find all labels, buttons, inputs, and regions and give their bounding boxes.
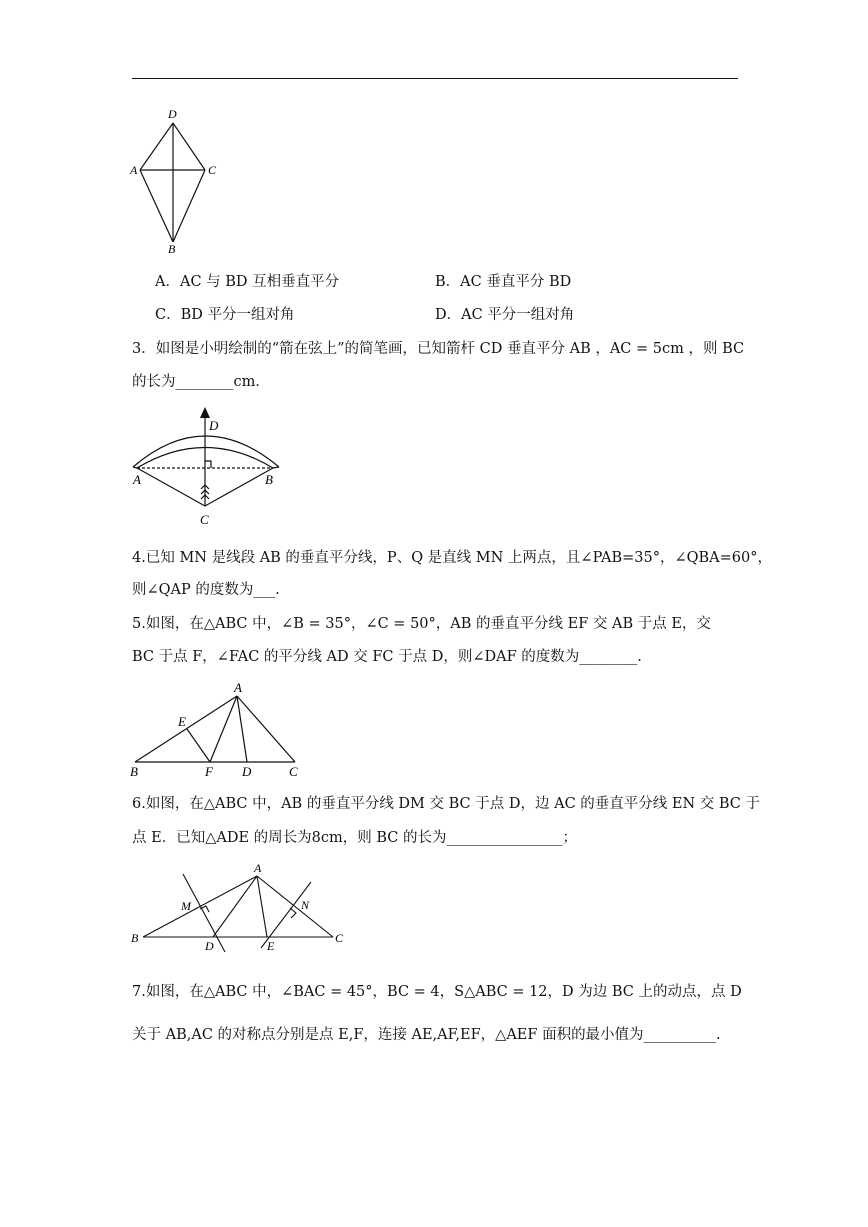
option-a: A．AC 与 BD 互相垂直平分 [155,274,340,290]
q6-line1: 6.如图，在△ABC 中，AB 的垂直平分线 DM 交 BC 于点 D，边 AC 的垂直平分线 EN 交 BC 于 [132,796,760,812]
label-d: D [205,939,214,952]
label-c: C [335,931,344,945]
label-b: B [168,242,176,255]
q5-line1: 5.如图，在△ABC 中，∠B = 35°，∠C = 50°，AB 的垂直平分线 EF 交 AB 于点 E，交 [132,616,711,632]
label-b: B [130,764,138,779]
q7-line2: 关于 AB,AC 的对称点分别是点 E,F，连接 AE,AF,EF，△AEF 面积的最小值为__________. [132,1027,721,1043]
label-e: E [267,939,275,952]
option-d: D．AC 平分一组对角 [435,307,575,323]
figure-perpendicular-bisectors [125,862,350,952]
q4-line1: 4.已知 MN 是线段 AB 的垂直平分线，P、Q 是直线 MN 上两点，且∠PAB=35°，∠QBA=60°， [132,550,773,566]
header-rule [132,78,738,79]
figure-bow-arrow [125,405,290,530]
label-d: D [209,418,219,433]
label-a: A [133,472,141,487]
label-m: M [181,899,191,913]
label-f: F [205,764,213,779]
label-a: A [130,163,138,177]
q5-line2: BC 于点 F，∠FAC 的平分线 AD 交 FC 于点 D，则∠DAF 的度数为________. [132,649,642,665]
label-e: E [178,714,186,729]
label-d: D [168,107,177,121]
label-b: B [131,931,139,945]
figure-triangle-efd [125,680,310,780]
option-b: B．AC 垂直平分 BD [435,274,572,290]
figure-kite [125,105,225,255]
label-c: C [289,764,298,779]
label-b: B [265,472,273,487]
label-c: C [200,512,209,527]
label-d: D [242,764,252,779]
q3-line2: 的长为________cm． [132,374,270,390]
q7-line1: 7.如图，在△ABC 中，∠BAC = 45°，BC = 4，S△ABC = 12，D 为边 BC 上的动点，点 D [132,984,742,1000]
label-n: N [301,898,310,912]
option-c: C．BD 平分一组对角 [155,307,295,323]
label-c: C [208,163,217,177]
label-a: A [254,862,262,875]
q4-line2: 则∠QAP 的度数为___. [132,582,280,598]
q6-line2: 点 E．已知△ADE 的周长为8cm，则 BC 的长为________________； [132,830,577,846]
label-a: A [234,680,242,695]
q3-line1: 3．如图是小明绘制的“箭在弦上”的简笔画，已知箭杆 CD 垂直平分 AB ，AC = 5cm ，则 BC [132,341,745,357]
